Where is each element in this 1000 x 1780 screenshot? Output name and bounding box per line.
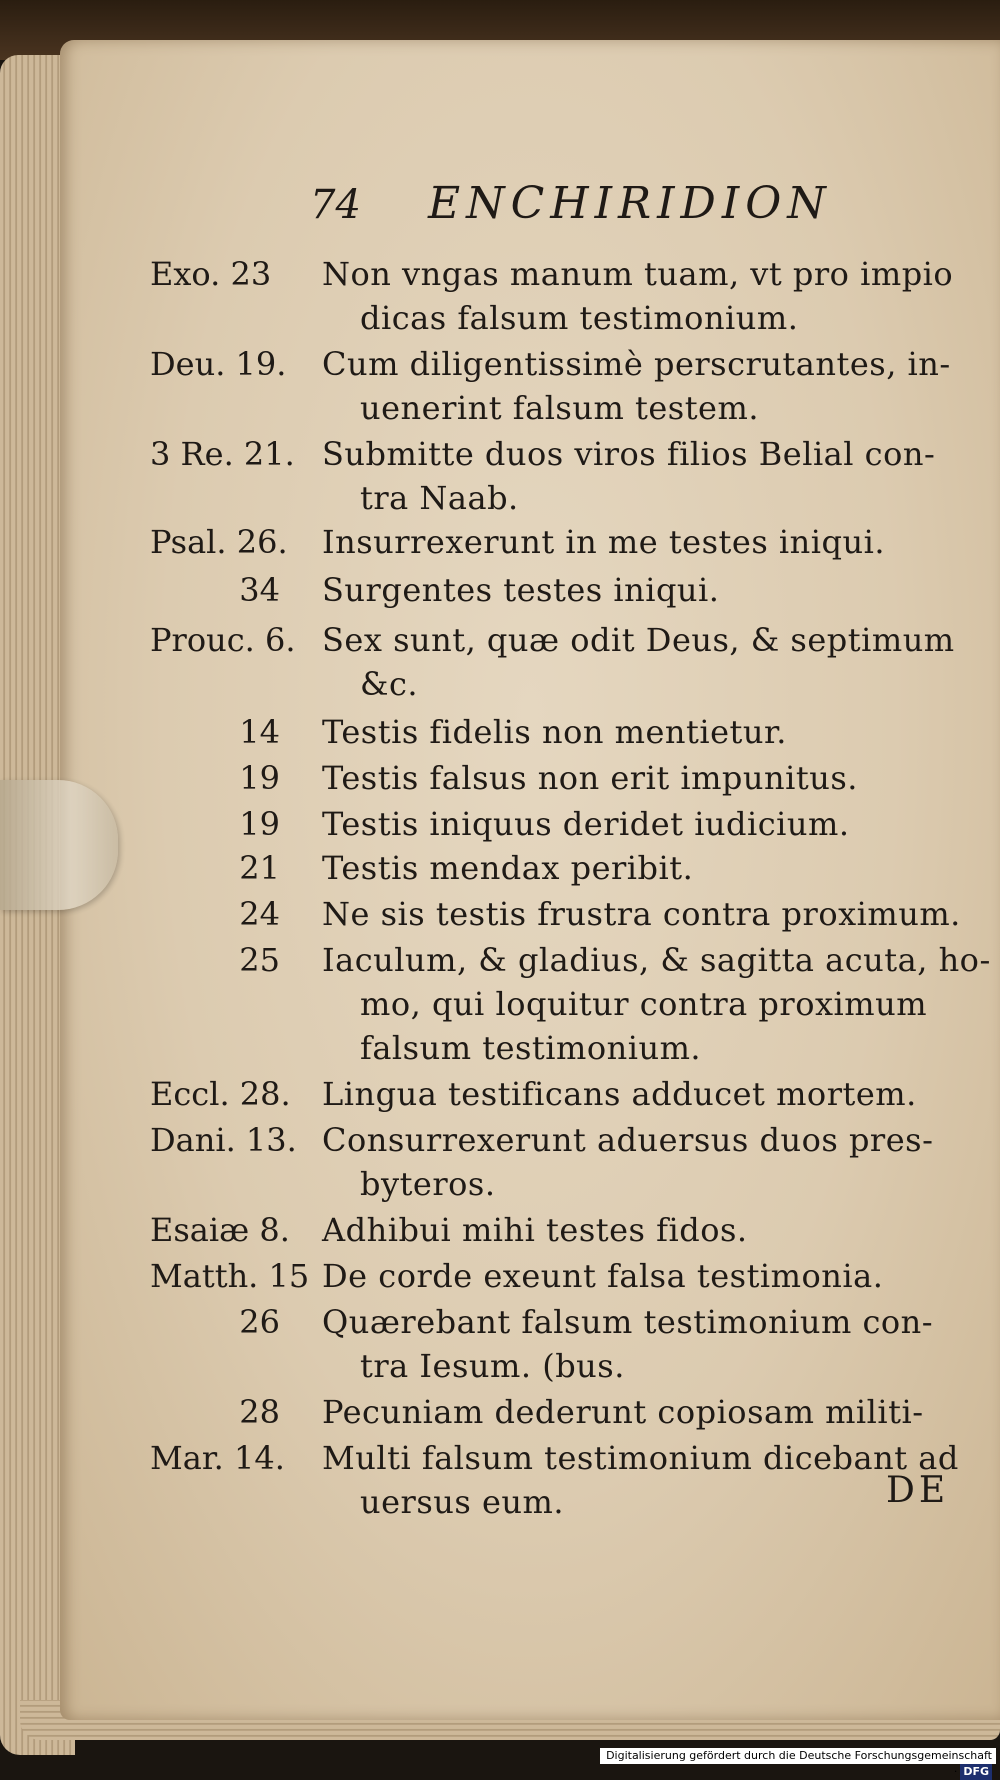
scripture-reference: Eccl. 28. [150, 1075, 291, 1113]
entry-line: Pecuniam dederunt copiosam militi- [322, 1393, 924, 1431]
entry-line: dicas falsum testimonium. [360, 299, 799, 337]
entry-line: Cum diligentissimè perscrutantes, in- [322, 345, 951, 383]
scripture-reference: 19 [239, 759, 280, 797]
running-title: ENCHIRIDION [428, 178, 832, 229]
entry-line: Multi falsum testimonium dicebant ad [322, 1439, 959, 1477]
entry-line: Submitte duos viros filios Belial con- [322, 435, 936, 473]
entry-line: Quærebant falsum testimonium con- [322, 1303, 934, 1341]
entry-line: tra Naab. [360, 479, 519, 517]
scripture-reference: 34 [239, 571, 280, 609]
entry-line: tra Iesum. (bus. [360, 1347, 625, 1385]
scripture-reference: Matth. 15 [150, 1257, 310, 1295]
scripture-reference: Exo. 23 [150, 255, 272, 293]
entry-line: mo, qui loquitur contra proximum [360, 985, 928, 1023]
entry-line: &c. [360, 665, 419, 703]
entry-line: Testis falsus non erit impunitus. [322, 759, 858, 797]
entry-line: uersus eum. [360, 1483, 565, 1521]
entry-line: Insurrexerunt in me testes iniqui. [322, 523, 885, 561]
scripture-reference: 3 Re. 21. [150, 435, 295, 473]
entry-line: falsum testimonium. [360, 1029, 702, 1067]
scripture-reference: 25 [239, 941, 280, 979]
entry-line: Adhibui mihi testes fidos. [322, 1211, 748, 1249]
entry-line: De corde exeunt falsa testimonia. [322, 1257, 884, 1295]
entry-line: Non vngas manum tuam, vt pro impio [322, 255, 954, 293]
entry-line: Testis fidelis non mentietur. [322, 713, 787, 751]
scripture-reference: Deu. 19. [150, 345, 287, 383]
entry-line: uenerint falsum testem. [360, 389, 759, 427]
entry-line: Surgentes testes iniqui. [322, 571, 720, 609]
entry-line: Sex sunt, quæ odit Deus, & septimum [322, 621, 955, 659]
credit-text: Digitalisierung gefördert durch die Deutsche Forschungsgemeinschaft · [606, 1749, 992, 1778]
page-header [300, 168, 860, 238]
scripture-reference: Esaiæ 8. [150, 1211, 290, 1249]
entry-line: Testis iniquus deridet iudicium. [322, 805, 850, 843]
scripture-reference: Psal. 26. [150, 523, 288, 561]
scripture-reference: Dani. 13. [150, 1121, 297, 1159]
catchword: DE [886, 1470, 950, 1511]
entry-line: Iaculum, & gladius, & sagitta acuta, ho- [322, 941, 991, 979]
scripture-reference: 28 [239, 1393, 280, 1431]
digitization-credit [600, 1748, 996, 1778]
scripture-reference: 26 [239, 1303, 280, 1341]
entry-line: Ne sis testis frustra contra proximum. [322, 895, 961, 933]
entry-line: byteros. [360, 1165, 496, 1203]
scripture-reference: Mar. 14. [150, 1439, 285, 1477]
entry-line: Testis mendax peribit. [322, 849, 694, 887]
scripture-reference: 21 [239, 849, 280, 887]
entry-line: Consurrexerunt aduersus duos pres- [322, 1121, 934, 1159]
page-number: 74 [310, 182, 361, 228]
entry-line: Lingua testificans adducet mortem. [322, 1075, 917, 1113]
dfg-logo: DFG [960, 1764, 992, 1780]
scripture-reference: 19 [239, 805, 280, 843]
page-clip [0, 780, 118, 910]
scripture-reference: Prouc. 6. [150, 621, 296, 659]
scripture-reference: 24 [239, 895, 280, 933]
scripture-reference: 14 [239, 713, 280, 751]
